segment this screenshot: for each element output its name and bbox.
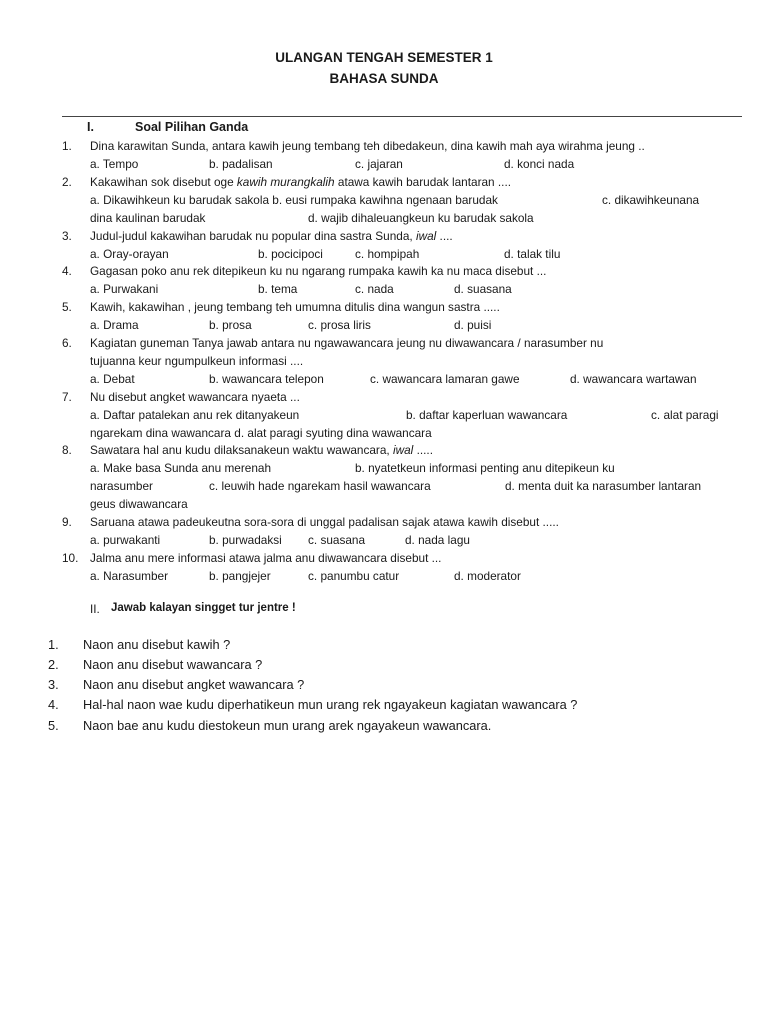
q2-text-post: atawa kawih barudak lantaran .... [334, 175, 512, 189]
q5-option-b: b. prosa [209, 318, 252, 332]
question-5-text: Kawih, kakawihan , jeung tembang teh umumna ditulis dina wangun sastra ..... [90, 300, 500, 314]
q2-option-d: d. wajib dihaleuangkeun ku barudak sakola [308, 211, 534, 225]
page-subtitle: BAHASA SUNDA [329, 71, 439, 86]
q7-option-a: a. Daftar patalekan anu rek ditanyakeun [90, 408, 300, 422]
q1-option-d: d. konci nada [504, 157, 575, 171]
q4-option-b: b. tema [258, 282, 298, 296]
q2-options-line-2: dina kaulinan barudak [90, 211, 206, 225]
essay-4-text: Hal-hal naon wae kudu diperhatikeun mun urang rek ngayakeun kagiatan wawancara ? [83, 697, 578, 712]
essay-3-text: Naon anu disebut angket wawancara ? [83, 677, 305, 692]
question-6-text-line-1: Kagiatan guneman Tanya jawab antara nu ngawawancara jeung nu diwawancara / narasumber nu [90, 336, 604, 350]
q10-option-a: a. Narasumber [90, 569, 169, 583]
question-8-number: 8. [62, 443, 72, 457]
q1-option-c: c. jajaran [355, 157, 403, 171]
q8-option-b-continued: narasumber [90, 479, 153, 493]
question-8-text [90, 443, 433, 457]
question-4-number: 4. [62, 264, 72, 278]
question-5-number: 5. [62, 300, 72, 314]
q8-option-c: c. leuwih hade ngarekam hasil wawancara [209, 479, 431, 493]
question-7-number: 7. [62, 390, 72, 404]
question-2-number: 2. [62, 175, 72, 189]
q6-option-a: a. Debat [90, 372, 135, 386]
essay-2-number: 2. [48, 657, 59, 672]
essay-1-number: 1. [48, 637, 59, 652]
question-9-number: 9. [62, 515, 72, 529]
q8-text-post: ..... [413, 443, 433, 457]
q3-text-pre: Judul-judul kakawihan barudak nu popular dina sastra Sunda, [90, 229, 416, 243]
q3-option-b: b. pocicipoci [258, 247, 323, 261]
essay-5-text: Naon bae anu kudu diestokeun mun urang arek ngayakeun wawancara. [83, 718, 492, 733]
q2-options-line-1: a. Dikawihkeun ku barudak sakola b. eusi rumpaka kawihna ngenaan barudak [90, 193, 498, 207]
q3-option-d: d. talak tilu [504, 247, 561, 261]
q3-text-italic: iwal [415, 229, 437, 243]
q8-text-pre: Sawatara hal anu kudu dilaksanakeun waktu wawancara, [90, 443, 393, 457]
q6-option-d: d. wawancara wartawan [570, 372, 697, 386]
q3-text-post: .... [436, 229, 453, 243]
essay-4-number: 4. [48, 697, 59, 712]
q9-option-d: d. nada lagu [405, 533, 470, 547]
q7-option-b: b. daftar kaperluan wawancara [406, 408, 568, 422]
page-title: ULANGAN TENGAH SEMESTER 1 [275, 50, 493, 65]
question-7-text: Nu disebut angket wawancara nyaeta ... [90, 390, 300, 404]
q9-option-b: b. purwadaksi [209, 533, 282, 547]
q7-options-line-2: ngarekam dina wawancara d. alat paragi syuting dina wawancara [90, 426, 432, 440]
question-3-text [90, 229, 453, 243]
q1-option-a: a. Tempo [90, 157, 139, 171]
question-1-text: Dina karawitan Sunda, antara kawih jeung tembang teh dibedakeun, dina kawih mah aya wirahma jeung .. [90, 139, 645, 153]
q4-option-a: a. Purwakani [90, 282, 159, 296]
q5-option-a: a. Drama [90, 318, 139, 332]
section-2-number: II. [90, 602, 100, 616]
q6-option-b: b. wawancara telepon [209, 372, 324, 386]
q10-option-b: b. pangjejer [209, 569, 271, 583]
essay-1-text: Naon anu disebut kawih ? [83, 637, 231, 652]
q3-option-c: c. hompipah [355, 247, 420, 261]
q2-text-italic: kawih murangkalih [236, 175, 335, 189]
q2-text-pre: Kakawihan sok disebut oge [90, 175, 237, 189]
q8-option-d: d. menta duit ka narasumber lantaran [505, 479, 702, 493]
q1-option-b: b. padalisan [209, 157, 273, 171]
essay-3-number: 3. [48, 677, 59, 692]
question-6-text-line-2: tujuanna keur ngumpulkeun informasi .... [90, 354, 304, 368]
q8-option-d-continued: geus diwawancara [90, 497, 188, 511]
q10-option-c: c. panumbu catur [308, 569, 400, 583]
section-1-title: Soal Pilihan Ganda [135, 120, 249, 134]
q8-text-italic: iwal [392, 443, 414, 457]
essay-5-number: 5. [48, 718, 59, 733]
q7-option-c: c. alat paragi [651, 408, 719, 422]
question-6-number: 6. [62, 336, 72, 350]
q9-option-a: a. purwakanti [90, 533, 161, 547]
question-4-text: Gagasan poko anu rek ditepikeun ku nu ngarang rumpaka kawih ka nu maca disebut ... [90, 264, 547, 278]
question-3-number: 3. [62, 229, 72, 243]
question-9-text: Saruana atawa padeukeutna sora-sora di unggal padalisan sajak atawa kawih disebut ..... [90, 515, 559, 529]
q6-option-c: c. wawancara lamaran gawe [370, 372, 520, 386]
essay-2-text: Naon anu disebut wawancara ? [83, 657, 263, 672]
q3-option-a: a. Oray-orayan [90, 247, 169, 261]
section-1-number: I. [87, 120, 94, 134]
q4-option-d: d. suasana [454, 282, 512, 296]
q8-option-b: b. nyatetkeun informasi penting anu ditepikeun ku [355, 461, 615, 475]
section-2-title: Jawab kalayan singget tur jentre ! [111, 602, 296, 614]
q9-option-c: c. suasana [308, 533, 366, 547]
question-1-number: 1. [62, 139, 72, 153]
question-10-number: 10. [62, 551, 79, 565]
question-2-text [90, 175, 511, 189]
q5-option-d: d. puisi [454, 318, 492, 332]
q4-option-c: c. nada [355, 282, 394, 296]
q5-option-c: c. prosa liris [308, 318, 371, 332]
q8-option-a: a. Make basa Sunda anu merenah [90, 461, 272, 475]
question-10-text: Jalma anu mere informasi atawa jalma anu diwawancara disebut ... [90, 551, 442, 565]
q10-option-d: d. moderator [454, 569, 521, 583]
q2-option-c: c. dikawihkeunana [602, 193, 700, 207]
header-divider [62, 116, 742, 117]
